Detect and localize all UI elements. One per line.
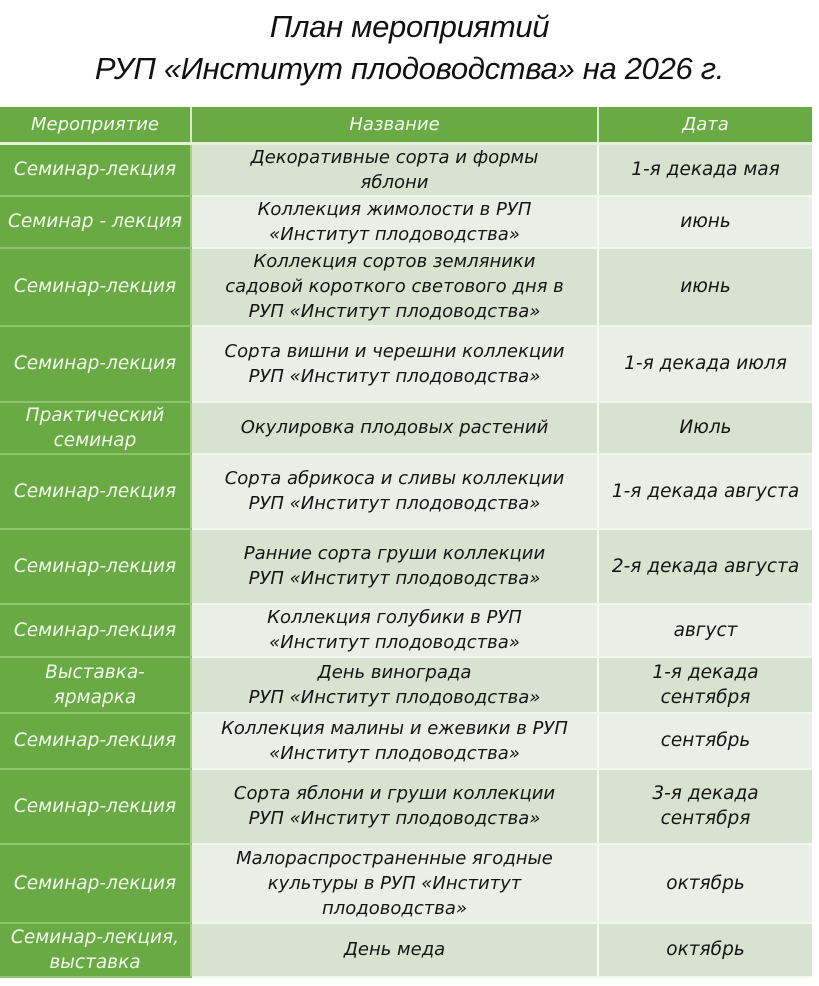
event-date-cell-line: октябрь [666, 872, 745, 894]
event-type-cell [0, 143, 191, 196]
event-type-cell [0, 657, 191, 713]
table-row [0, 196, 812, 248]
event-type-cell-line: Семинар-лекция [13, 872, 177, 894]
event-type-cell-line: Семинар-лекция [13, 730, 177, 751]
event-type-cell-line: выставка [49, 951, 141, 973]
event-name-cell-line: РУП «Институт плодоводства» [248, 493, 541, 514]
event-type-cell [0, 769, 191, 844]
event-type-cell [0, 529, 191, 604]
event-date-cell-line: сентября [660, 808, 751, 829]
event-name-cell-line: РУП «Институт плодоводства» [248, 568, 541, 589]
event-date-cell [598, 248, 812, 326]
event-date-cell-line: 1-я декада августа [611, 480, 800, 502]
event-name-cell-line: Сорта вишни и черешни коллекции [224, 340, 565, 362]
header-event-date: Дата [598, 107, 812, 143]
event-name-cell [191, 454, 598, 529]
event-date-cell [598, 923, 812, 977]
event-date-cell-line: сентябрь [660, 730, 751, 751]
event-name-cell-line: Коллекция малины и ежевики в РУП [221, 717, 568, 739]
event-name-cell [191, 844, 598, 923]
event-date-cell [598, 769, 812, 844]
event-date-cell-line: октябрь [666, 939, 745, 960]
event-date-cell [598, 529, 812, 604]
event-type-cell [0, 454, 191, 529]
event-type-cell-line: Семинар-лекция [13, 276, 177, 297]
event-type-cell-line: семинар [53, 429, 137, 451]
table-row [0, 143, 812, 196]
event-type-cell-line: Семинар-лекция [13, 555, 177, 577]
event-date-cell [598, 402, 812, 454]
event-name-cell [191, 529, 598, 604]
event-type-cell-line: Семинар-лекция, [10, 926, 180, 948]
event-name-cell [191, 196, 598, 248]
table-row [0, 604, 812, 657]
page-title [0, 6, 819, 90]
event-name-cell-line: РУП «Институт плодоводства» [248, 365, 541, 387]
event-name-cell [191, 713, 598, 769]
event-name-cell [191, 248, 598, 326]
event-type-cell-line: ярмарка [53, 686, 137, 708]
event-date-cell [598, 604, 812, 657]
table-row [0, 454, 812, 529]
event-name-cell-line: День винограда [317, 661, 472, 683]
event-date-cell-line: 3-я декада [652, 783, 759, 804]
event-name-cell-line: Коллекция жимолости в РУП [257, 198, 532, 220]
event-type-cell [0, 248, 191, 326]
event-type-cell [0, 713, 191, 769]
event-type-cell-line: Выставка- [45, 661, 145, 683]
event-type-cell-line: Семинар-лекция [13, 480, 177, 502]
event-type-cell [0, 402, 191, 454]
event-date-cell [598, 713, 812, 769]
event-type-cell [0, 604, 191, 657]
event-name-cell-line: «Институт плодоводства» [269, 223, 520, 245]
event-type-cell-line: Семинар-лекция [13, 619, 177, 641]
header-event-type: Мероприятие [0, 107, 191, 143]
event-date-cell [598, 326, 812, 402]
event-date-cell-line: август [673, 619, 738, 641]
event-date-cell-line: июнь [680, 211, 731, 232]
event-type-cell [0, 326, 191, 402]
event-name-cell [191, 657, 598, 713]
event-type-cell-line: Семинар-лекция [13, 353, 177, 374]
event-name-cell [191, 402, 598, 454]
event-name-cell-line: культуры в РУП «Институт [267, 872, 522, 894]
event-name-cell-line: День меда [343, 939, 446, 960]
event-name-cell [191, 604, 598, 657]
table-row [0, 844, 812, 923]
event-name-cell [191, 769, 598, 844]
event-name-cell-line: РУП «Институт плодоводства» [248, 808, 541, 829]
event-name-cell-line: яблони [360, 171, 429, 193]
event-type-cell [0, 923, 191, 977]
event-name-cell-line: Коллекция сортов земляники [253, 251, 536, 272]
event-name-cell-line: Сорта яблони и груши коллекции [233, 783, 556, 804]
event-type-cell-line: Практический [25, 404, 165, 426]
event-date-cell-line: 1-я декада [652, 661, 759, 683]
event-date-cell-line: июнь [680, 276, 731, 297]
event-type-cell-line: Семинар-лекция [13, 795, 177, 817]
event-name-cell-line: Декоративные сорта и формы [250, 146, 539, 168]
event-name-cell [191, 326, 598, 402]
event-name-cell-line: Окулировка плодовых растений [240, 417, 549, 438]
event-name-cell-line: Ранние сорта груши коллекции [243, 543, 546, 564]
event-name-cell-line: плодоводства» [322, 897, 467, 919]
table-body [0, 143, 812, 977]
table-header-row [0, 107, 812, 143]
event-date-cell [598, 196, 812, 248]
table-row [0, 657, 812, 713]
event-date-cell-line: 1-я декада июля [624, 353, 787, 374]
events-table [0, 107, 812, 978]
event-date-cell [598, 657, 812, 713]
event-name-cell-line: РУП «Институт плодоводства» [248, 686, 541, 708]
table-row [0, 769, 812, 844]
event-date-cell-line: Июль [679, 417, 732, 438]
header-event-name: Название [191, 107, 598, 143]
event-type-cell-line: Семинар - лекция [7, 211, 182, 232]
event-name-cell-line: РУП «Институт плодоводства» [248, 301, 541, 322]
event-name-cell [191, 143, 598, 196]
event-date-cell [598, 143, 812, 196]
title-line-1: План мероприятий [269, 9, 550, 44]
table-row [0, 713, 812, 769]
event-name-cell-line: Малораспространенные ягодные [236, 847, 553, 869]
title-line-2: РУП «Институт плодоводства» на 2026 г. [94, 51, 725, 86]
table-row [0, 923, 812, 977]
event-type-cell-line: Семинар-лекция [13, 159, 177, 180]
event-name-cell-line: «Институт плодоводства» [269, 632, 520, 653]
event-date-cell-line: 2-я декада августа [611, 555, 800, 577]
event-name-cell-line: Коллекция голубики в РУП [267, 607, 522, 628]
event-type-cell [0, 844, 191, 923]
event-name-cell-line: садовой короткого светового дня в [225, 276, 564, 297]
event-date-cell [598, 454, 812, 529]
event-type-cell [0, 196, 191, 248]
table-row [0, 248, 812, 326]
event-date-cell-line: 1-я декада мая [631, 159, 780, 180]
table-row [0, 529, 812, 604]
table-row [0, 326, 812, 402]
table-row [0, 402, 812, 454]
event-date-cell [598, 844, 812, 923]
event-name-cell-line: Сорта абрикоса и сливы коллекции [224, 468, 565, 489]
event-name-cell-line: «Институт плодоводства» [269, 742, 520, 764]
event-name-cell [191, 923, 598, 977]
event-date-cell-line: сентября [660, 686, 751, 708]
